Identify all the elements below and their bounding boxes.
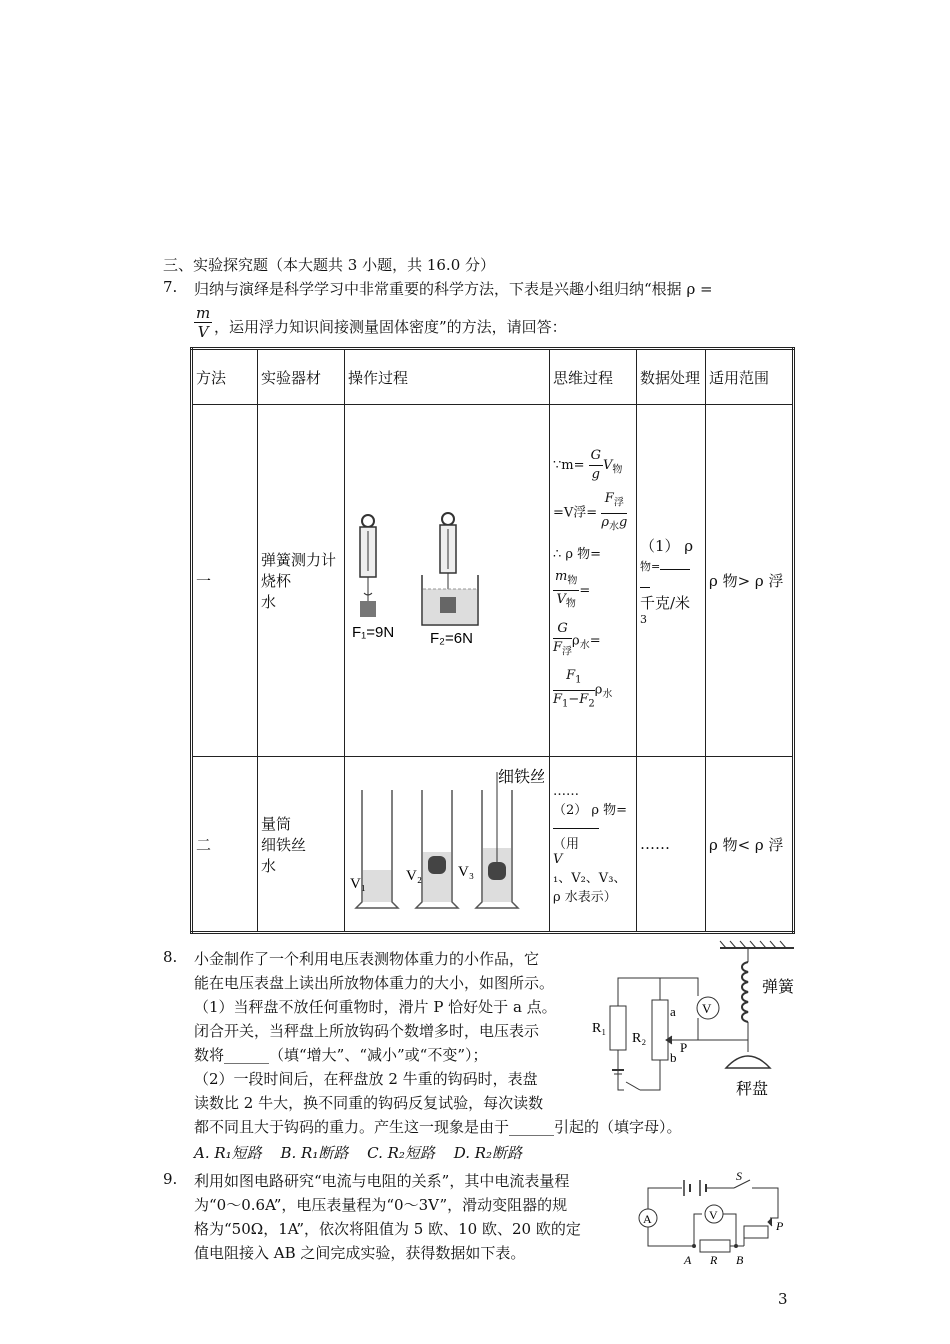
q7-line1: 归纳与演绎是科学学习中非常重要的科学方法，下表是兴趣小组归纳“根据 ρ =	[194, 280, 713, 298]
v3-label: V₃	[458, 864, 475, 880]
data-unit: 千克/米	[640, 594, 691, 612]
p-label: P	[680, 1040, 688, 1055]
formula-m: m	[196, 304, 211, 322]
equip-item: 弹簧测力计	[261, 551, 337, 569]
think-step: ……	[553, 783, 579, 799]
data-unit-exp: 3	[640, 613, 647, 626]
row1-method: 一	[192, 405, 258, 757]
q9-line: 值电阻接入 AB 之间完成实验，获得数据如下表。	[194, 1244, 526, 1262]
v2-label: V₂	[406, 868, 423, 884]
resistor-r	[700, 1240, 730, 1252]
r2-resistor	[652, 1000, 668, 1060]
point-a-label: A	[684, 1253, 692, 1267]
equip-item: 水	[261, 856, 277, 875]
row2-thinking	[550, 757, 637, 933]
think-step: V	[553, 851, 563, 867]
header-thinking: 思维过程	[550, 349, 637, 405]
switch-label: S	[736, 1170, 742, 1183]
q8-line: 读数比 2 牛大，换不同重的钩码反复试验，每次读数	[194, 1094, 544, 1112]
q7-number: 7.	[163, 278, 178, 296]
equip-item: 量筒	[261, 814, 292, 833]
pan-label: 秤盘	[736, 1081, 769, 1098]
graduated-cylinder-illustration	[348, 762, 544, 922]
q9-number: 9.	[163, 1170, 178, 1188]
q8-number: 8.	[163, 948, 178, 966]
spring-scale-illustration	[348, 509, 544, 649]
current-resistance-circuit	[632, 1170, 792, 1270]
q9-line: 为“0～0.6A”，电压表量程为“0～3V”，滑动变阻器的规	[194, 1196, 568, 1214]
row1-data	[637, 405, 706, 757]
scale-pan-icon	[726, 1056, 770, 1068]
page-number: 3	[778, 1290, 788, 1308]
r1-resistor	[610, 1006, 626, 1050]
option-c[interactable]: C. R₂短路	[367, 1144, 435, 1162]
q8-line: 数将______（填“增大”、“减小”或“不变”）；	[194, 1046, 488, 1064]
r1-label: R₁	[592, 1021, 607, 1036]
option-d[interactable]: D. R₂断路	[453, 1144, 523, 1162]
voltmeter-label: V	[702, 1001, 712, 1016]
p-label: P	[776, 1219, 784, 1233]
r2-label: R₂	[632, 1031, 647, 1046]
spring-label: 弹簧	[762, 979, 795, 996]
option-b[interactable]: B. R₁断路	[280, 1144, 349, 1162]
switch-icon	[626, 1082, 640, 1090]
table-header-row	[192, 349, 794, 405]
scale-circuit-diagram	[590, 940, 800, 1110]
a-label: a	[670, 1004, 676, 1019]
row1-thinking: ∵m= $\frac{G}{g}$ $V_物$ =V浮= $\frac{F_浮}{\rho_水g}$ ∴ ρ 物= $\frac{m_物}{V_物}$ = $\frac{G}{F_浮}$ $\rho_水=$ $\frac{F_1}{F_1-F_2}$ $\rho_水$	[550, 405, 637, 757]
b-label: b	[670, 1050, 677, 1065]
equip-item: 烧杯	[261, 572, 292, 590]
wire-label: 细铁丝	[498, 769, 544, 786]
spring-scale-in-beaker-icon	[422, 513, 478, 625]
row2-data: ……	[637, 757, 706, 933]
data-text: （1） ρ	[640, 537, 694, 555]
section-title: 三、实验探究题（本大题共 3 小题，共 16.0 分）	[163, 256, 496, 274]
q9-line: 格为“50Ω，1A”，依次将阻值为 5 欧、10 欧、20 欧的定	[194, 1220, 581, 1238]
table-row	[192, 757, 794, 933]
row1-operation	[345, 405, 550, 757]
row1-range: ρ 物> ρ 浮	[706, 405, 794, 757]
q8-line: （1）当秤盘不放任何重物时，滑片 P 恰好处于 a 点。	[194, 998, 557, 1016]
point-b-label: B	[736, 1253, 744, 1267]
think-step: ρ 水表示）	[553, 889, 617, 905]
rheostat-icon	[744, 1226, 768, 1238]
option-a[interactable]: A. R₁短路	[194, 1144, 262, 1162]
r-label: R	[710, 1253, 718, 1267]
spring-scale-icon	[360, 515, 376, 617]
header-equipment: 实验器材	[258, 349, 345, 405]
cylinder-icon	[476, 772, 518, 908]
q8-line: 闭合开关，当秤盘上所放钩码个数增多时，电压表示	[194, 1022, 540, 1040]
row2-method: 二	[192, 757, 258, 933]
row1-equipment	[258, 405, 345, 757]
row2-range: ρ 物< ρ 浮	[706, 757, 794, 933]
ammeter-label: A	[643, 1212, 652, 1226]
think-step: ₁、V₂、V₃、	[553, 870, 627, 886]
formula-v: V	[197, 323, 209, 341]
q7-density-formula	[194, 304, 212, 341]
experiment-table	[190, 347, 795, 934]
q8-line: 能在电压表盘上读出所放物体重力的大小，如图所示。	[194, 974, 555, 992]
equip-item: 细铁丝	[261, 835, 307, 854]
f2-label: F₂=6N	[430, 629, 473, 647]
q8-options	[194, 1142, 536, 1163]
f1-label: F₁=9N	[352, 623, 395, 641]
think-step: （2） ρ 物=	[553, 802, 628, 818]
q8-line: （2）一段时间后，在秤盘放 2 牛重的钩码时，表盘	[194, 1070, 538, 1088]
spring-coil-icon	[742, 962, 748, 1022]
q8-line: 小金制作了一个利用电压表测物体重力的小作品，它	[194, 950, 540, 968]
header-range: 适用范围	[706, 349, 794, 405]
header-operation: 操作过程	[345, 349, 550, 405]
table-row	[192, 405, 794, 757]
think-step: （用	[553, 836, 580, 852]
row2-equipment	[258, 757, 345, 933]
voltmeter-label: V	[709, 1208, 718, 1222]
think-step: =V浮=	[553, 506, 598, 522]
header-method: 方法	[192, 349, 258, 405]
q9-line: 利用如图电路研究“电流与电阻的关系”，其中电流表量程	[194, 1172, 570, 1190]
row2-operation	[345, 757, 550, 933]
think-step: ∵m=	[553, 458, 585, 474]
data-text: 物=	[640, 560, 661, 573]
equip-item: 水	[261, 593, 277, 611]
think-step: ∴ ρ 物=	[553, 546, 602, 562]
q8-line: 都不同且大于钩码的重力。产生这一现象是由于______引起的（填字母）。	[194, 1118, 682, 1136]
header-data: 数据处理	[637, 349, 706, 405]
v1-label: V₁	[350, 876, 367, 892]
q7-line2: ，运用浮力知识间接测量固体密度”的方法，请回答：	[214, 318, 567, 336]
cylinder-icon	[416, 790, 458, 908]
